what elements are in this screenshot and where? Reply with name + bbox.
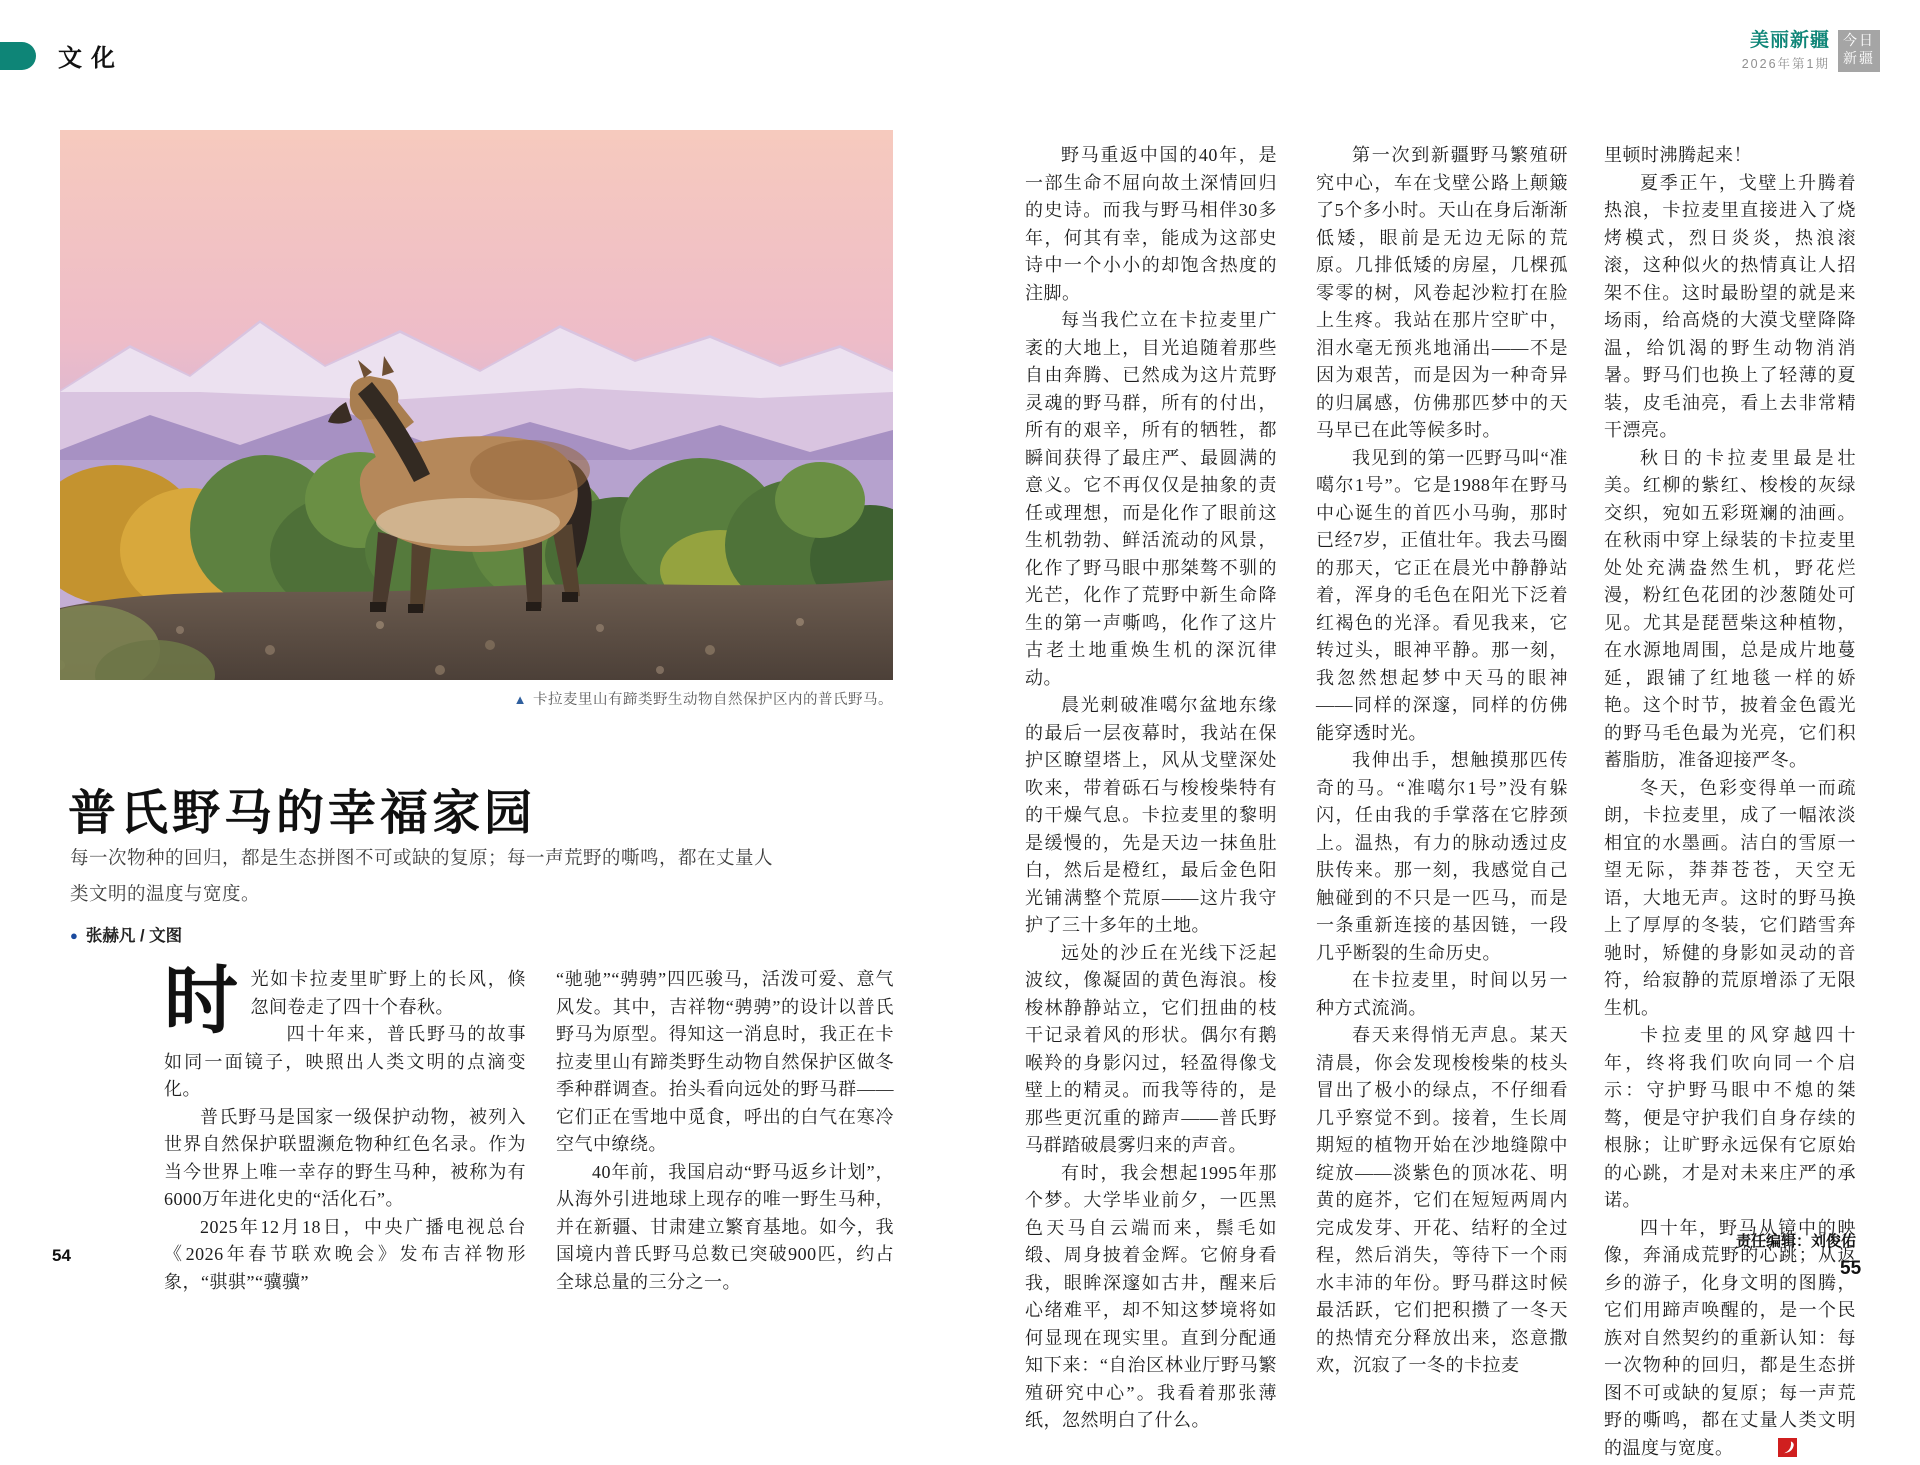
paragraph: 有时，我会想起1995年那个梦。大学毕业前夕，一匹黑色天马自云端而来，鬃毛如缎、周身披着金辉。它俯身看我，眼眸深邃如古井，醒来后心绪难平，却不知这梦境将如何显现在现实里。直到分配通知下来：“自治区林业厅野马繁殖研究中心”。我看着那张薄纸，忽然明白了什么。 <box>1025 1162 1277 1430</box>
paragraph: 春天来得悄无声息。某天清晨，你会发现梭梭柴的枝头冒出了极小的绿点，不仔细看几乎察觉不到。接着，生长周期短的植物开始在沙地缝隙中绽放——淡紫色的顶冰花、明黄的庭芥，它们在短短两周内完成发芽、开花、结籽的全过程，然后消失，等待下一个雨水丰沛的年份。野马群这时候最活跃，它们把积攒了一冬天的热情充分释放出来，恣意撒欢，沉寂了一冬的卡拉麦 <box>1316 1025 1568 1375</box>
masthead <box>1742 30 1880 72</box>
horse-photo-illustration <box>60 130 893 680</box>
paragraph: 里顿时沸腾起来！ <box>1604 145 1752 165</box>
paragraph: 晨光刺破准噶尔盆地东缘的最后一层夜幕时，我站在保护区瞭望塔上，风从戈壁深处吹来，带着砾石与梭梭柴特有的干燥气息。卡拉麦里的黎明是缓慢的，先是天边一抹鱼肚白，然后是橙红，最后金色阳光铺满整个荒原——这片我守护了三十多年的土地。 <box>1025 695 1277 935</box>
article-end-icon <box>1742 1438 1761 1457</box>
horse-photo <box>60 130 893 680</box>
paragraph: 夏季正午，戈壁上升腾着热浪，卡拉麦里直接进入了烧烤模式，烈日炎炎，热浪滚滚，这种似火的热情真让人招架不住。这时最盼望的就是来场雨，给高烧的大漠戈壁降降温，给饥渴的野生动物消消暑。野马们也换上了轻薄的夏装，皮毛油亮，看上去非常精干漂亮。 <box>1604 172 1856 440</box>
photo-caption-text: 卡拉麦里山有蹄类野生动物自然保护区内的普氏野马。 <box>533 692 893 708</box>
caption-arrow-icon: ▲ <box>513 692 527 707</box>
paragraph: 我伸出手，想触摸那匹传奇的马。“准噶尔1号”没有躲闪，任由我的手掌落在它脖颈上。温热，有力的脉动透过皮肤传来。那一刻，我感觉自己触碰到的不只是一匹马，而是一条重新连接的基因链，一段几乎断裂的生命历史。 <box>1316 750 1568 963</box>
page55-column-1 <box>1025 142 1277 1435</box>
magazine-logo-box <box>1838 30 1880 72</box>
paragraph: 2025年12月18日，中央广播电视总台《2026年春节联欢晚会》发布吉祥物形象，“骐骐”“骥骥” <box>164 1216 526 1292</box>
page55-column-3 <box>1604 142 1856 1462</box>
paragraph-text: 光如卡拉麦里旷野上的长风，倏忽间卷走了四十个春秋。 <box>250 969 526 1017</box>
paragraph: 野马重返中国的40年，是一部生命不屈向故土深情回归的史诗。而我与野马相伴30多年，何其有幸，能成为这部史诗中一个小小的却饱含热度的注脚。 <box>1025 145 1277 303</box>
paragraph <box>1604 1215 1856 1463</box>
paragraph: 在卡拉麦里，时间以另一种方式流淌。 <box>1316 970 1568 1018</box>
byline-bullet-icon: ● <box>70 928 78 943</box>
paragraph: 秋日的卡拉麦里最是壮美。红柳的紫红、梭梭的灰绿交织，宛如五彩斑斓的油画。在秋雨中穿上绿装的卡拉麦里处处充满盎然生机，野花烂漫，粉红色花团的沙葱随处可见。尤其是琵琶柴这种植物，在水源地周围，总是成片地蔓延，跟铺了红地毯一样的娇艳。这个时节，披着金色霞光的野马毛色最为光亮，它们积蓄脂肪，准备迎接严冬。 <box>1604 447 1856 770</box>
page-number-55: 55 <box>1840 1258 1862 1279</box>
paragraph: 普氏野马是国家一级保护动物，被列入世界自然保护联盟濒危物种红色名录。作为当今世界上唯一幸存的野生马种，被称为有6000万年进化史的“活化石”。 <box>164 1106 526 1209</box>
page-number-54: 54 <box>52 1246 71 1265</box>
paragraph: “驰驰”“骋骋”四匹骏马，活泼可爱、意气风发。其中，吉祥物“骋骋”的设计以普氏野马为原型。得知这一消息时，我正在卡拉麦里山有蹄类野生动物自然保护区做冬季种群调查。抬头看向远处的野马群——它们正在雪地中觅食，呼出的白气在寒冷空气中缭绕。 <box>556 969 894 1154</box>
paragraph: 冬天，色彩变得单一而疏朗，卡拉麦里，成了一幅浓淡相宜的水墨画。洁白的雪原一望无际，莽莽苍苍，天空无语，大地无声。这时的野马换上了厚厚的冬装，它们踏雪奔驰时，矫健的身影如灵动的音符，给寂静的荒原增添了无限生机。 <box>1604 777 1856 1018</box>
dropcap: 时 <box>164 961 239 1043</box>
masthead-text <box>1742 30 1830 72</box>
page54-column-a <box>164 961 526 1296</box>
photo-caption <box>60 688 893 709</box>
article-deck: 每一次物种的回归，都是生态拼图不可或缺的复原；每一声荒野的嘶鸣，都在丈量人类文明的温度与宽度。 <box>70 847 774 904</box>
magazine-name: 美丽新疆 <box>1749 30 1830 52</box>
paragraph: 远处的沙丘在光线下泛起波纹，像凝固的黄色海浪。梭梭林静静站立，它们扭曲的枝干记录着风的形状。偶尔有鹅喉羚的身影闪过，轻盈得像戈壁上的精灵。而我等待的，是那些更沉重的蹄声——普氏野马群踏破晨雾归来的声音。 <box>1025 942 1277 1155</box>
section-label: 文化 <box>58 46 124 72</box>
byline <box>70 922 182 946</box>
paragraph: 四十年来，普氏野马的故事如同一面镜子，映照出人类文明的点滴变化。 <box>164 1024 526 1099</box>
paragraph <box>164 961 526 1043</box>
section-tab-accent <box>0 42 36 70</box>
article-title: 普氏野马的幸福家园 <box>68 787 537 841</box>
paragraph: 每当我伫立在卡拉麦里广袤的大地上，目光追随着那些自由奔腾、已然成为这片荒野灵魂的野马群，所有的付出，所有的艰辛，所有的牺牲，都瞬间获得了最庄严、最圆满的意义。它不再仅仅是抽象的责任或理想，而是化作了眼前这生机勃勃、鲜活流动的风景，化作了野马眼中那桀骜不驯的光芒，化作了荒野中新生命降生的第一声嘶鸣，化作了这片古老土地重焕生机的深沉律动。 <box>1025 310 1277 688</box>
page54-column-b <box>556 966 894 1296</box>
byline-text: 张赫凡 / 文图 <box>85 927 183 945</box>
page55-column-2 <box>1316 142 1568 1380</box>
paragraph: 卡拉麦里的风穿越四十年，终将我们吹向同一个启示：守护野马眼中不熄的桀骜，便是守护我们自身存续的根脉；让旷野永远保有它原始的心跳，才是对未来庄严的承诺。 <box>1604 1025 1856 1210</box>
logo-box-line2: 新疆 <box>1843 52 1875 67</box>
paragraph: 第一次到新疆野马繁殖研究中心，车在戈壁公路上颠簸了5个多小时。天山在身后渐渐低矮，眼前是无边无际的荒原。几排低矮的房屋，几棵孤零零的树，风卷起沙粒打在脸上生疼。我站在那片空旷中，泪水毫无预兆地涌出——不是因为艰苦，而是因为一种奇异的归属感，仿佛那匹梦中的天马早已在此等候多时。 <box>1316 145 1568 440</box>
magazine-issue: 2026年第1期 <box>1741 56 1830 71</box>
editor-note: 责任编辑：刘俊佑 <box>1735 1233 1856 1250</box>
paragraph: 我见到的第一匹野马叫“准噶尔1号”。它是1988年在野马中心诞生的首匹小马驹，那时已经7岁，正值壮年。我去马圈的那天，它正在晨光中静静站着，浑身的毛色在阳光下泛着红褐色的光泽。看见我来，它转过头，眼神平静。那一刻，我忽然想起梦中天马的眼神——同样的深邃，同样的仿佛能穿透时光。 <box>1316 447 1568 743</box>
paragraph: 40年前，我国启动“野马返乡计划”，从海外引进地球上现存的唯一野生马种，并在新疆、甘肃建立繁育基地。如今，我国境内普氏野马总数已突破900匹，约占全球总量的三分之一。 <box>556 1161 894 1292</box>
paragraph-text: 四十年，野马从镜中的映像，奔涌成荒野的心跳；从返乡的游子，化身文明的图腾，它们用蹄声唤醒的，是一个民族对自然契约的重新认知：每一次物种的回归，都是生态拼图不可或缺的复原；每一声荒野的嘶鸣，都在丈量人类文明的温度与宽度。 <box>1604 1217 1856 1458</box>
logo-box-line1: 今日 <box>1843 33 1875 49</box>
